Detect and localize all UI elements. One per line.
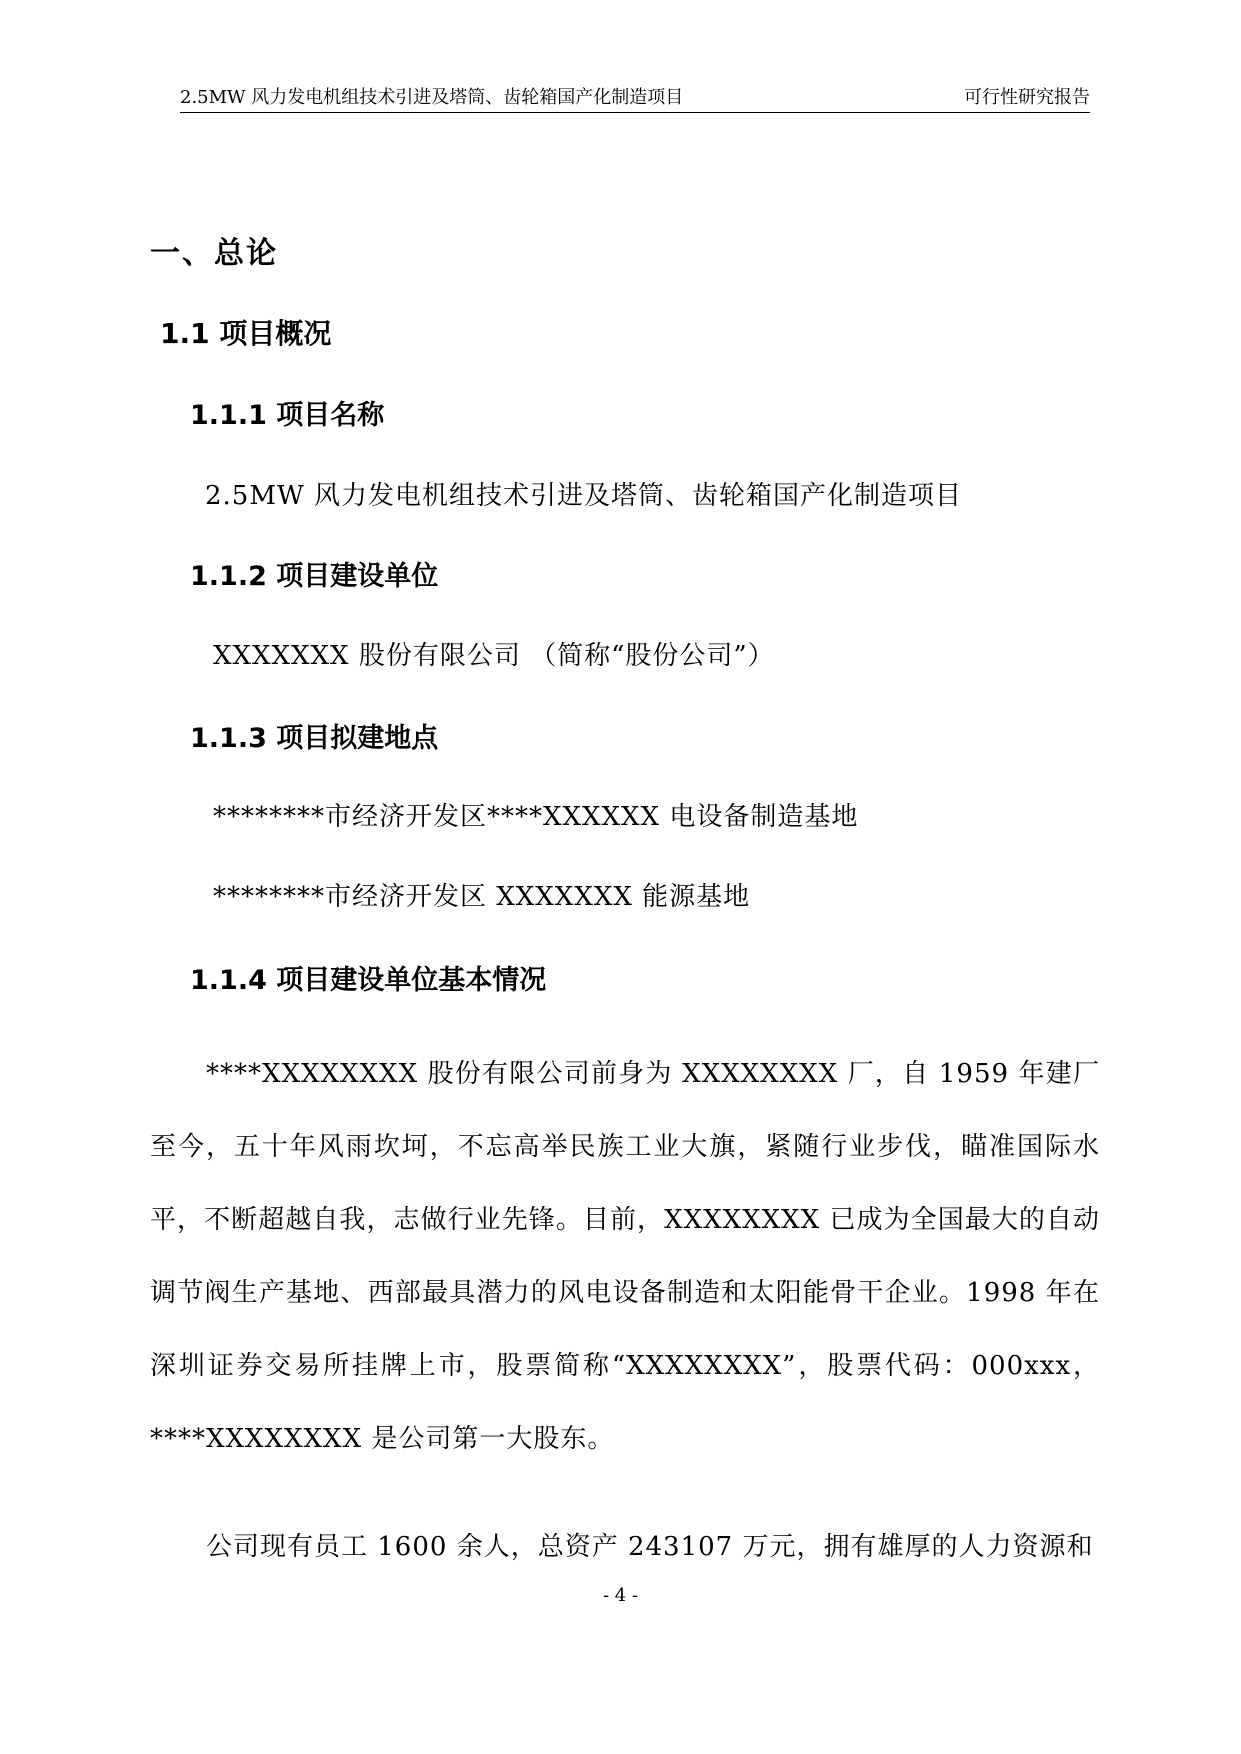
paragraph-text: ****XXXXXXXX 股份有限公司前身为 XXXXXXXX 厂，自 1959 年建厂至今，五十年风雨坎坷，不忘高举民族工业大旗，紧随行业步伐，瞄准国际水平，不断超越自我，志做行业先锋。目前，XXXXXXXX 已成为全国最大的自动调节阀生产基地、西部最具潜力的风电设备制造和太阳能骨干企业。1998 年在深圳证券交易所挂牌上市，股票简称“XXXXXXXX”，股票代码：000xxx，****XXXXXXXX 是公司第一大股东。 (150, 1059, 1100, 1454)
project-name-text: 2.5MW 风力发电机组技术引进及塔筒、齿轮箱国产化制造项目 (205, 481, 962, 511)
section-title: 1.1 项目概况 (160, 317, 332, 350)
running-header (180, 86, 1090, 113)
body-paragraph (150, 1038, 1100, 1476)
location-line-1: ********市经济开发区****XXXXXX 电设备制造基地 (213, 802, 859, 832)
subsection-title-company-overview: 1.1.4 项目建设单位基本情况 (190, 965, 547, 996)
body-paragraph (150, 1511, 1100, 1584)
header-project-title: 2.5MW 风力发电机组技术引进及塔筒、齿轮箱国产化制造项目 (180, 87, 684, 108)
paragraph-text: 公司现有员工 1600 余人，总资产 243107 万元，拥有雄厚的人力资源和 (206, 1532, 1094, 1562)
construction-unit-text: XXXXXXX 股份有限公司 （简称“股份公司”） (213, 641, 775, 671)
header-report-type: 可行性研究报告 (964, 87, 1090, 108)
page-number: - 4 - (602, 1585, 639, 1606)
location-line-2: ********市经济开发区 XXXXXXX 能源基地 (213, 882, 751, 912)
chapter-title: 一、总论 (150, 236, 278, 271)
subsection-title-construction-unit: 1.1.2 项目建设单位 (190, 561, 439, 592)
subsection-title-location: 1.1.3 项目拟建地点 (190, 723, 439, 754)
subsection-title-project-name: 1.1.1 项目名称 (190, 400, 385, 431)
